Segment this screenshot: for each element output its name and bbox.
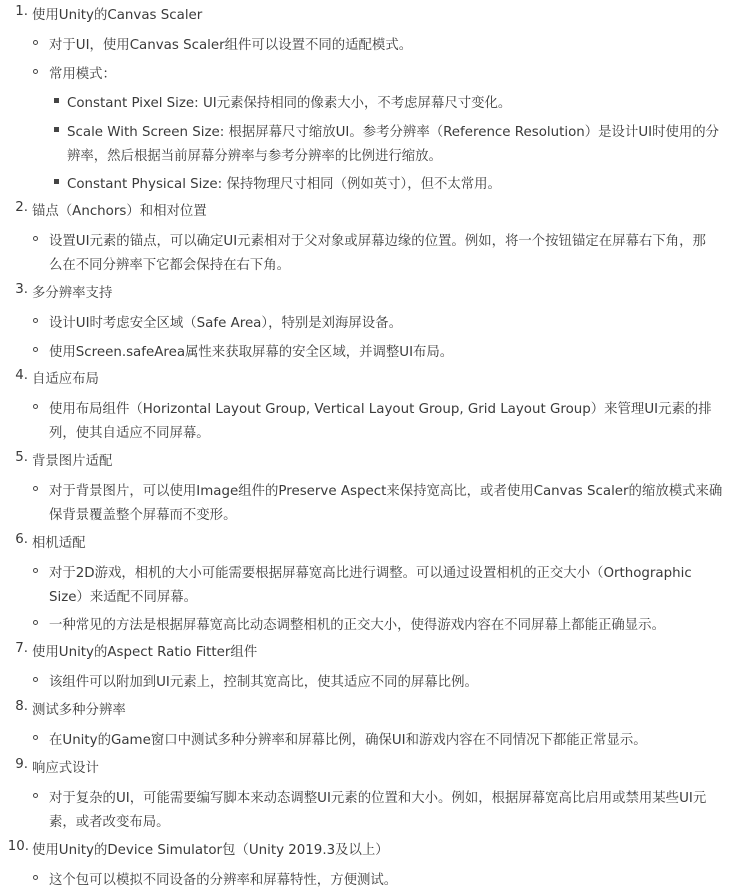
item-number: 7.: [15, 641, 28, 656]
item-title: 自适应布局: [32, 372, 99, 387]
circle-bullet-icon: [33, 620, 38, 625]
item-title: 多分辨率支持: [32, 286, 113, 301]
bullet-text: 这个包可以模拟不同设备的分辨率和屏幕特性，方便测试。: [49, 873, 398, 888]
bullet-text: 设置UI元素的锚点，可以确定UI元素相对于父对象或屏幕边缘的位置。例如，将一个按钮锚定在屏幕右下角，那: [49, 234, 706, 249]
sub-bullet-text: Scale With Screen Size: 根据屏幕尺寸缩放UI。参考分辨率（Reference Resolution）是设计UI时使用的分: [67, 125, 720, 140]
item-number: 5.: [15, 450, 28, 465]
bullet-text: 使用布局组件（Horizontal Layout Group, Vertical Layout Group, Grid Layout Group）来管理UI元素的排: [49, 402, 712, 417]
square-bullet-icon: [54, 127, 59, 132]
circle-bullet-icon: [33, 236, 38, 241]
bullet-text: 在Unity的Game窗口中测试多种分辨率和屏幕比例，确保UI和游戏内容在不同情况下都能正常显示。: [49, 733, 647, 748]
circle-bullet-icon: [33, 875, 38, 880]
bullet-text: 列，使其自适应不同屏幕。: [49, 426, 210, 441]
item-title: 测试多种分辨率: [32, 703, 126, 718]
circle-bullet-icon: [33, 486, 38, 491]
item-title: 背景图片适配: [32, 454, 113, 469]
item-title: 响应式设计: [32, 761, 99, 776]
item-number: 8.: [15, 699, 28, 714]
bullet-text: 对于2D游戏，相机的大小可能需要根据屏幕宽高比进行调整。可以通过设置相机的正交大小（Orthographic: [49, 566, 692, 581]
item-title: 相机适配: [32, 536, 86, 551]
circle-bullet-icon: [33, 735, 38, 740]
circle-bullet-icon: [33, 318, 38, 323]
bullet-text: 保背景覆盖整个屏幕而不变形。: [49, 508, 237, 523]
bullet-text: Size）来适配不同屏幕。: [49, 590, 198, 605]
bullet-text: 素，或者改变布局。: [49, 815, 170, 830]
square-bullet-icon: [54, 98, 59, 103]
bullet-text: 对于UI，使用Canvas Scaler组件可以设置不同的适配模式。: [49, 38, 413, 53]
bullet-text: 一种常见的方法是根据屏幕宽高比动态调整相机的正交大小，使得游戏内容在不同屏幕上都能正确显示。: [49, 618, 665, 633]
bullet-text: 对于背景图片，可以使用Image组件的Preserve Aspect来保持宽高比，或者使用Canvas Scaler的缩放模式来确: [49, 484, 723, 499]
item-number: 2.: [15, 200, 28, 215]
bullet-text: 常用模式：: [49, 67, 116, 82]
bullet-text: 设计UI时考虑安全区域（Safe Area），特别是刘海屏设备。: [49, 316, 402, 331]
bullet-text: 使用Screen.safeArea属性来获取屏幕的安全区域，并调整UI布局。: [49, 345, 454, 360]
bullet-text: 对于复杂的UI，可能需要编写脚本来动态调整UI元素的位置和大小。例如，根据屏幕宽高比启用或禁用某些UI元: [49, 791, 707, 806]
item-title: 使用Unity的Canvas Scaler: [32, 8, 203, 23]
sub-bullet-text: Constant Physical Size: 保持物理尺寸相同（例如英寸），但不太常用。: [67, 177, 501, 192]
circle-bullet-icon: [33, 568, 38, 573]
sub-bullet-text: 辨率，然后根据当前屏幕分辨率与参考分辨率的比例进行缩放。: [67, 149, 442, 164]
item-number: 9.: [15, 757, 28, 772]
circle-bullet-icon: [33, 677, 38, 682]
item-title: 锚点（Anchors）和相对位置: [32, 204, 207, 219]
item-number: 10.: [7, 839, 29, 854]
item-number: 1.: [15, 4, 28, 19]
circle-bullet-icon: [33, 69, 38, 74]
circle-bullet-icon: [33, 347, 38, 352]
item-title: 使用Unity的Aspect Ratio Fitter组件: [32, 645, 258, 660]
circle-bullet-icon: [33, 404, 38, 409]
circle-bullet-icon: [33, 40, 38, 45]
item-number: 6.: [15, 532, 28, 547]
item-number: 3.: [15, 282, 28, 297]
sub-bullet-text: Constant Pixel Size: UI元素保持相同的像素大小，不考虑屏幕尺寸变化。: [67, 96, 512, 111]
circle-bullet-icon: [33, 793, 38, 798]
bullet-text: 么在不同分辨率下它都会保持在右下角。: [49, 258, 291, 273]
item-title: 使用Unity的Device Simulator包（Unity 2019.3及以上）: [32, 843, 389, 858]
item-number: 4.: [15, 368, 28, 383]
bullet-text: 该组件可以附加到UI元素上，控制其宽高比，使其适应不同的屏幕比例。: [49, 675, 478, 690]
square-bullet-icon: [54, 179, 59, 184]
